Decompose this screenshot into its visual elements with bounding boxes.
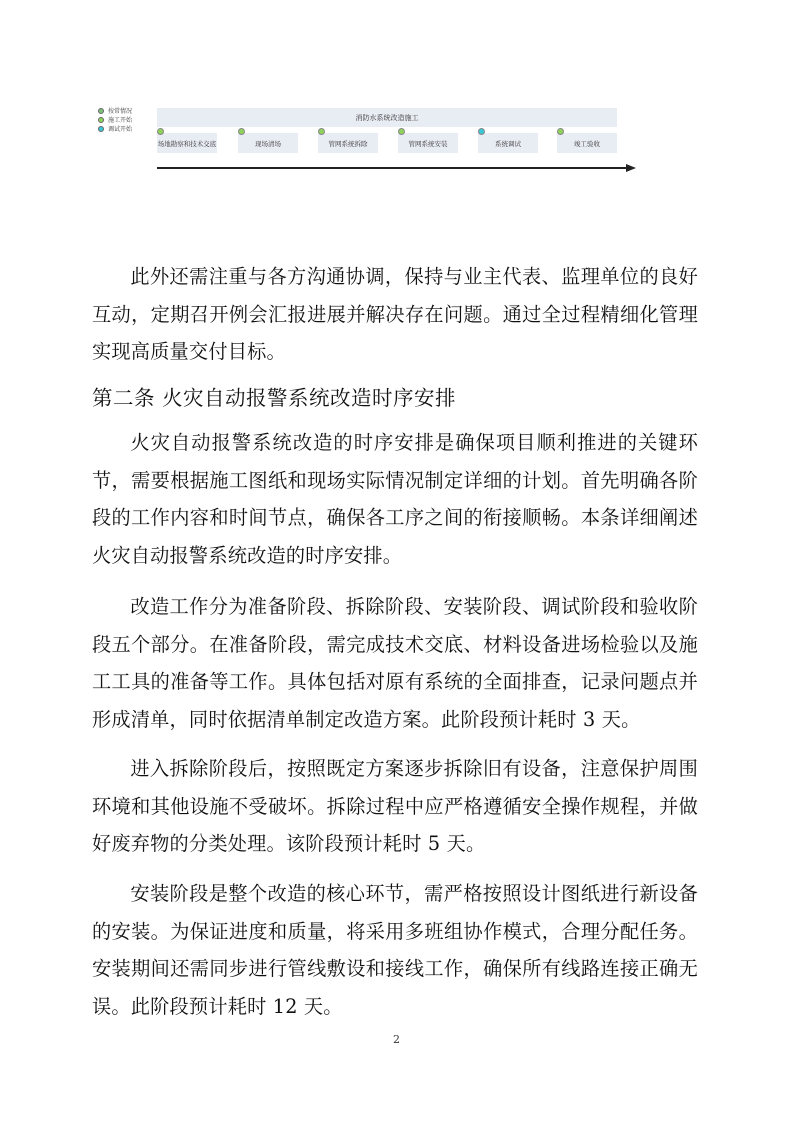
legend-label: 按常情况	[108, 108, 133, 115]
section-heading: 第二条 火灾自动报警系统改造时序安排	[92, 386, 457, 410]
timeline-stage	[318, 133, 378, 153]
stage-dot-icon	[157, 128, 164, 135]
stage-label: 管网系统安装	[408, 139, 448, 148]
timeline-stage	[478, 133, 538, 153]
diagram-legend	[98, 106, 158, 133]
timeline-stage	[157, 133, 217, 153]
paragraph: 火灾自动报警系统改造的时序安排是确保项目顺利推进的关键环节，需要根据施工图纸和现场实际情况制定详细的计划。首先明确各阶段的工作内容和时间节点，确保各工序之间的衔接顺畅。本条详细阐述火灾自动报警系统改造的时序安排。	[92, 431, 698, 567]
stage-label: 现场清场	[255, 139, 281, 148]
legend-dot-icon	[98, 126, 104, 132]
stage-dot-icon	[318, 128, 325, 135]
legend-label: 施工开始	[108, 117, 133, 124]
timeline-header: 消防水系统改造施工	[157, 108, 617, 127]
legend-item	[98, 115, 158, 124]
legend-item	[98, 124, 158, 133]
paragraph: 进入拆除阶段后，按照既定方案逐步拆除旧有设备，注意保护周围环境和其他设施不受破坏。拆除过程中应严格遵循安全操作规程，并做好废弃物的分类处理。该阶段预计耗时 5 天。	[92, 757, 698, 855]
stage-label: 场地勘察和技术交底	[157, 139, 217, 148]
legend-label: 调试开始	[108, 126, 133, 133]
stage-label: 管网系统拆除	[328, 139, 368, 148]
arrow-right-icon	[626, 164, 636, 172]
timeline-stage	[238, 133, 298, 153]
stage-dot-icon	[238, 128, 245, 135]
paragraph-intro: 此外还需注重与各方沟通协调，保持与业主代表、监理单位的良好互动，定期召开例会汇报进展并解决存在问题。通过全过程精细化管理实现高质量交付目标。	[92, 265, 698, 363]
legend-item	[98, 106, 158, 115]
timeline-stage	[557, 133, 617, 153]
stage-label: 系统调试	[495, 139, 521, 148]
timeline-stage	[398, 133, 458, 153]
stage-dot-icon	[398, 128, 405, 135]
paragraph: 改造工作分为准备阶段、拆除阶段、安装阶段、调试阶段和验收阶段五个部分。在准备阶段，需完成技术交底、材料设备进场检验以及施工工具的准备等工作。具体包括对原有系统的全面排查，记录问题点并形成清单，同时依据清单制定改造方案。此阶段预计耗时 3 天。	[92, 595, 698, 731]
timeline-diagram	[98, 100, 643, 180]
timeline-axis	[157, 167, 627, 169]
stage-label: 竣工验收	[574, 139, 600, 148]
stage-dot-icon	[478, 128, 485, 135]
page-number: 2	[393, 1033, 400, 1046]
legend-dot-icon	[98, 108, 104, 114]
legend-dot-icon	[98, 117, 104, 123]
stage-dot-icon	[557, 128, 564, 135]
paragraph: 安装阶段是整个改造的核心环节，需严格按照设计图纸进行新设备的安装。为保证进度和质量，将采用多班组协作模式，合理分配任务。安装期间还需同步进行管线敷设和接线工作，确保所有线路连接正确无误。此阶段预计耗时 12 天。	[92, 882, 698, 1018]
